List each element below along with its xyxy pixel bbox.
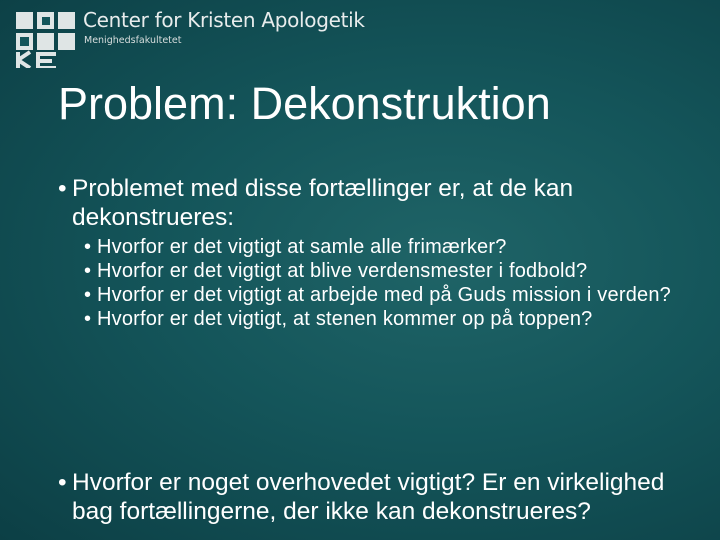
bullet-glyph: •	[58, 469, 67, 496]
bullet-1	[58, 174, 712, 232]
sub-bullet-2-text: Hvorfor er det vigtigt at blive verdensmester i fodbold?	[97, 260, 588, 282]
bullet-glyph: •	[84, 260, 92, 282]
sub-bullet-3	[84, 283, 694, 307]
bullet-2	[58, 468, 712, 526]
bullet-glyph: •	[84, 308, 92, 330]
org-name: Center for Kristen Apologetik	[83, 8, 365, 32]
sub-bullet-2	[84, 259, 694, 283]
bullet-glyph: •	[84, 236, 92, 258]
bullet-1-text: Problemet med disse fortællinger er, at de kan dekonstrueres:	[72, 175, 574, 231]
org-subtitle: Menighedsfakultetet	[84, 35, 182, 46]
sub-bullet-1	[84, 235, 694, 259]
slide-title: Problem: Dekonstruktion	[58, 78, 551, 129]
bullet-2-text: Hvorfor er noget overhovedet vigtigt? Er en virkelighed bag fortællingerne, der ikke kan dekonstrueres?	[72, 469, 665, 525]
sub-bullet-list	[84, 235, 694, 331]
bullet-glyph: •	[84, 284, 92, 306]
sub-bullet-3-text: Hvorfor er det vigtigt at arbejde med på Guds mission i verden?	[97, 284, 671, 306]
sub-bullet-4-text: Hvorfor er det vigtigt, at stenen kommer op på toppen?	[97, 308, 593, 330]
bullet-glyph: •	[58, 175, 67, 202]
sub-bullet-1-text: Hvorfor er det vigtigt at samle alle frimærker?	[97, 236, 507, 258]
ckmf-logo-icon	[16, 12, 76, 68]
sub-bullet-4	[84, 307, 694, 331]
